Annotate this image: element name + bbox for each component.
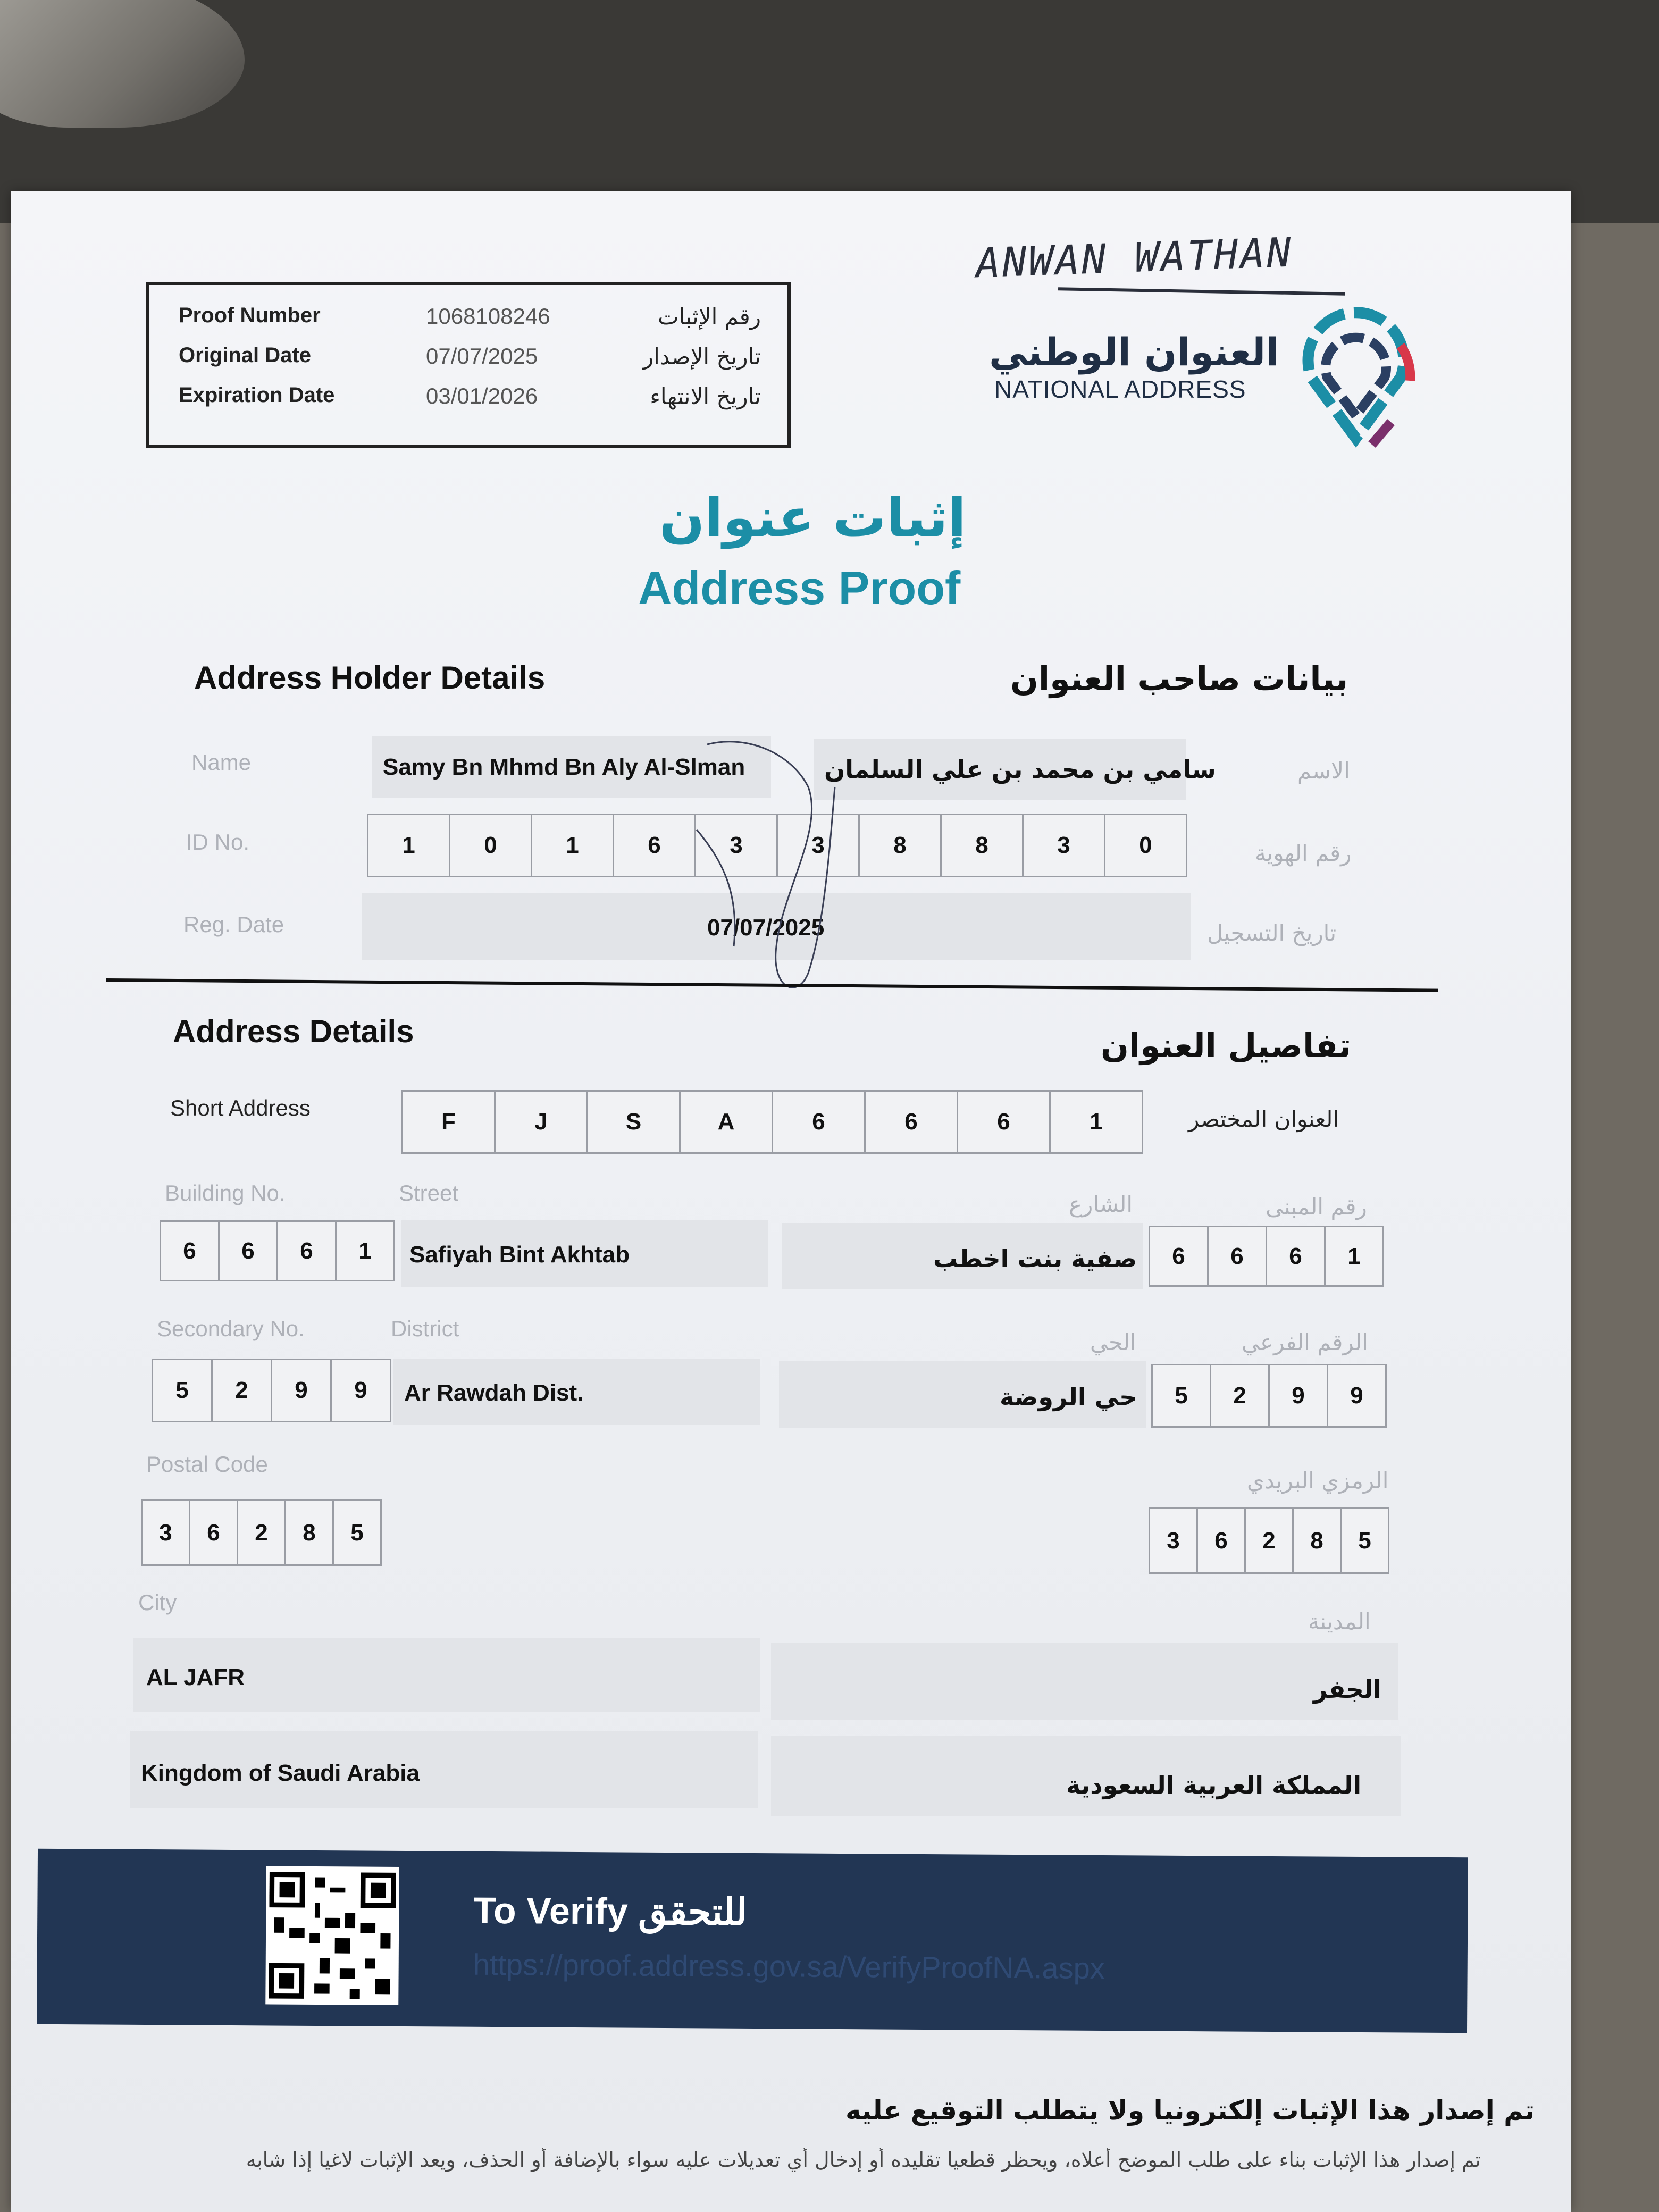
city-label: City <box>138 1590 177 1615</box>
district-value-en: Ar Rawdah Dist. <box>404 1380 584 1406</box>
address-section-title-ar: تفاصيل العنوان <box>1101 1026 1352 1065</box>
country-value-ar: المملكة العربية السعودية <box>1066 1771 1362 1799</box>
postal-cells-ar <box>1149 1507 1389 1574</box>
short-address-char: 6 <box>773 1090 866 1154</box>
building-digit: 6 <box>278 1220 337 1281</box>
id-digit: 3 <box>696 814 778 877</box>
building-cells-ar <box>1149 1226 1384 1287</box>
id-digit: 6 <box>614 814 696 877</box>
short-address-char: F <box>403 1090 496 1154</box>
title-en: Address Proof <box>638 562 961 614</box>
short-address-char: 1 <box>1051 1090 1143 1154</box>
short-address-char: 6 <box>866 1090 958 1154</box>
street-label: Street <box>399 1180 459 1205</box>
name-value-en: Samy Bn Mhmd Bn Aly Al-Slman <box>383 754 745 780</box>
building-digit-ar: 6 <box>1267 1226 1326 1287</box>
district-label: District <box>391 1316 459 1341</box>
id-digit: 0 <box>450 814 532 877</box>
short-address-char: 6 <box>958 1090 1051 1154</box>
id-digit: 8 <box>942 814 1024 877</box>
name-label-ar: الاسم <box>1297 758 1350 784</box>
building-digit: 6 <box>220 1220 278 1281</box>
postal-digit-ar: 2 <box>1246 1507 1294 1574</box>
secondary-digit-ar: 9 <box>1328 1364 1387 1428</box>
holder-section-title: Address Holder Details <box>194 660 546 696</box>
verify-banner <box>37 1849 1468 2033</box>
short-address-cells <box>401 1090 1143 1154</box>
expiration-date-value: 03/01/2026 <box>426 383 538 408</box>
address-section-title: Address Details <box>173 1013 414 1049</box>
name-label: Name <box>191 750 252 775</box>
postal-digit: 3 <box>143 1499 190 1566</box>
proof-number-label: Proof Number <box>179 304 321 327</box>
district-label-ar: الحي <box>1090 1329 1136 1355</box>
id-digit: 3 <box>778 814 860 877</box>
postal-digit-ar: 5 <box>1342 1507 1389 1574</box>
postal-digit-ar: 6 <box>1198 1507 1246 1574</box>
id-digit: 0 <box>1105 814 1187 877</box>
postal-label: Postal Code <box>146 1452 268 1477</box>
id-digit: 8 <box>860 814 942 877</box>
footer-note-ar: تم إصدار هذا الإثبات إلكترونيا ولا يتطلب التوقيع عليه <box>845 2095 1535 2126</box>
id-digit: 1 <box>532 814 614 877</box>
id-label: ID No. <box>186 830 250 854</box>
postal-digit-ar: 8 <box>1294 1507 1342 1574</box>
city-label-ar: المدينة <box>1308 1608 1371 1635</box>
district-value-ar: حي الروضة <box>1000 1382 1137 1411</box>
short-address-char: J <box>496 1090 588 1154</box>
holder-section-title-ar: بيانات صاحب العنوان <box>1010 659 1348 698</box>
secondary-digit: 2 <box>213 1359 272 1422</box>
id-label-ar: رقم الهوية <box>1255 840 1352 866</box>
footer-detail-ar: تم إصدار هذا الإثبات بناء على طلب الموضح أعلاه، ويحظر قطعيا تقليده أو إدخال أي تعديلات عليه سواء بالإضافة أو الحذف، ويعد الإثبات لاغيا إذا شابه <box>246 2148 1481 2172</box>
secondary-digit: 5 <box>153 1359 213 1422</box>
secondary-cells <box>152 1359 391 1422</box>
secondary-label: Secondary No. <box>157 1316 305 1341</box>
secondary-cells-ar <box>1151 1364 1387 1428</box>
reg-date-value: 07/07/2025 <box>707 915 825 941</box>
secondary-digit-ar: 2 <box>1211 1364 1270 1428</box>
pen-scribble <box>675 723 888 1021</box>
verify-qr-code[interactable] <box>265 1866 399 2005</box>
address-proof-document <box>11 191 1571 2212</box>
qr-code-icon <box>269 1869 396 2001</box>
title-ar: إثبات عنوان <box>659 487 966 549</box>
handwritten-underline <box>1058 287 1345 295</box>
proof-info-box <box>146 282 791 448</box>
street-value-en: Safiyah Bint Akhtab <box>409 1242 630 1268</box>
proof-number-value: 1068108246 <box>426 304 550 329</box>
short-address-label-ar: العنوان المختصر <box>1188 1106 1339 1132</box>
verify-url-link[interactable]: https://proof.address.gov.sa/VerifyProofNA.aspx <box>473 1947 1105 1985</box>
short-address-char: A <box>681 1090 773 1154</box>
postal-digit: 5 <box>334 1499 382 1566</box>
postal-cells <box>141 1499 382 1566</box>
postal-label-ar: الرمزي البريدي <box>1247 1468 1389 1494</box>
id-digit: 1 <box>368 814 450 877</box>
verify-title: To Verify للتحقق <box>473 1889 748 1933</box>
building-digit: 6 <box>161 1220 220 1281</box>
building-digit-ar: 6 <box>1209 1226 1267 1287</box>
secondary-label-ar: الرقم الفرعي <box>1242 1329 1368 1355</box>
building-label: Building No. <box>165 1180 286 1205</box>
secondary-digit-ar: 9 <box>1270 1364 1328 1428</box>
logo-text-en: NATIONAL ADDRESS <box>994 375 1246 403</box>
street-value-ar: صفية بنت اخطب <box>933 1244 1137 1273</box>
original-date-label-ar: تاريخ الإصدار <box>642 343 761 370</box>
building-label-ar: رقم المبنى <box>1266 1194 1367 1220</box>
expiration-date-label-ar: تاريخ الانتهاء <box>650 383 761 409</box>
proof-number-label-ar: رقم الإثبات <box>658 304 761 330</box>
street-label-ar: الشارع <box>1069 1191 1133 1217</box>
expiration-date-label: Expiration Date <box>179 383 335 407</box>
postal-digit: 6 <box>190 1499 238 1566</box>
city-value-ar: الجفر <box>1313 1675 1381 1704</box>
reg-date-label-ar: تاريخ التسجيل <box>1207 920 1337 946</box>
national-address-logo-icon <box>1276 298 1436 457</box>
background-surface <box>0 0 1659 223</box>
postal-digit: 2 <box>238 1499 286 1566</box>
city-field-ar <box>771 1643 1398 1720</box>
handwritten-note: ANWAN WATHAN <box>975 228 1294 287</box>
country-value-en: Kingdom of Saudi Arabia <box>141 1760 420 1786</box>
secondary-digit-ar: 5 <box>1153 1364 1211 1428</box>
short-address-char: S <box>588 1090 681 1154</box>
reg-date-label: Reg. Date <box>183 912 284 937</box>
name-value-ar: سامي بن محمد بن علي السلمان <box>824 755 1216 784</box>
original-date-value: 07/07/2025 <box>426 343 538 368</box>
city-value-en: AL JAFR <box>146 1664 245 1690</box>
building-digit-ar: 1 <box>1326 1226 1384 1287</box>
short-address-label: Short Address <box>170 1095 311 1120</box>
building-cells <box>160 1220 395 1281</box>
postal-digit: 8 <box>286 1499 334 1566</box>
building-digit: 1 <box>337 1220 395 1281</box>
logo-text-ar: العنوان الوطني <box>989 330 1279 374</box>
original-date-label: Original Date <box>179 343 311 367</box>
postal-digit-ar: 3 <box>1150 1507 1198 1574</box>
building-digit-ar: 6 <box>1150 1226 1209 1287</box>
secondary-digit: 9 <box>272 1359 332 1422</box>
id-digit: 3 <box>1024 814 1105 877</box>
secondary-digit: 9 <box>332 1359 391 1422</box>
